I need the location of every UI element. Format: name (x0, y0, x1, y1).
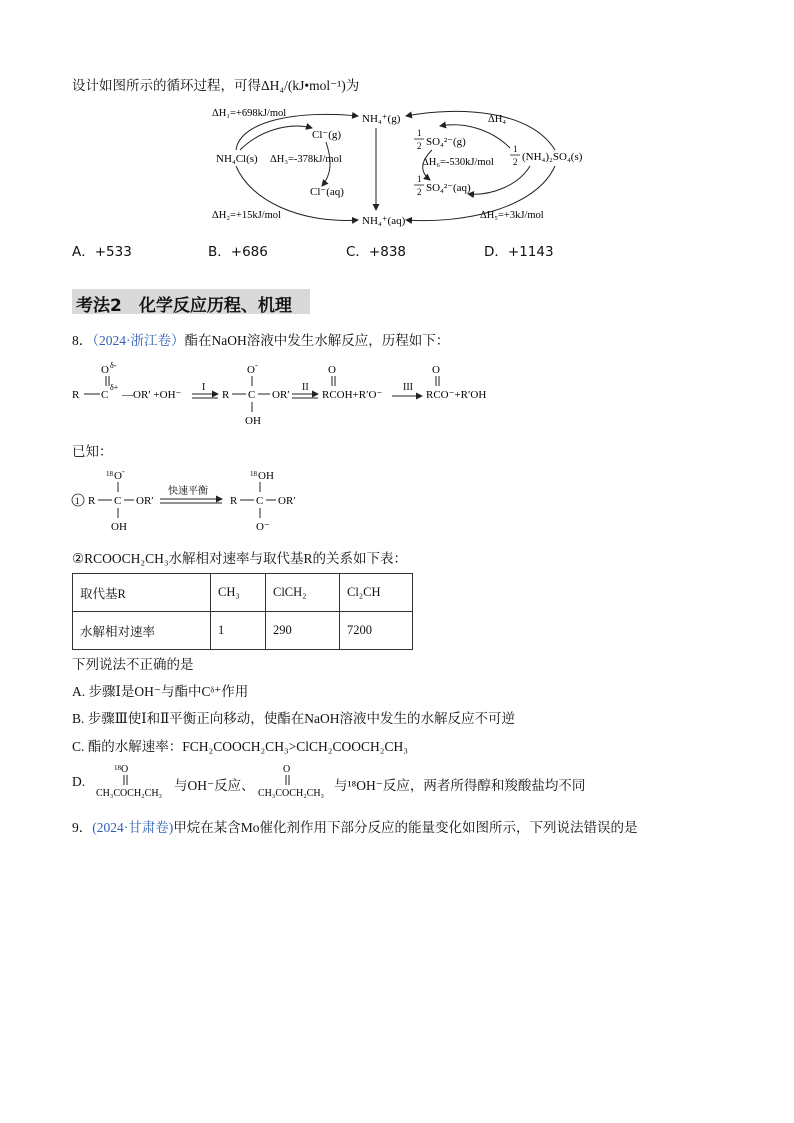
svg-text:18: 18 (250, 470, 257, 478)
fast-equilibrium-label: 快速平衡 (168, 486, 208, 497)
q9-stem (72, 816, 638, 836)
svg-text:18: 18 (106, 470, 113, 478)
svg-text:1: 1 (75, 496, 80, 506)
svg-text:C: C (101, 389, 109, 401)
ester-structure-18o (94, 760, 174, 800)
svg-text:II: II (302, 382, 309, 393)
svg-text:O: O (114, 470, 122, 482)
q8-question: 下列说法不正确的是 (72, 657, 194, 672)
nh4cl-label: NH₄Cl(s) (216, 153, 258, 165)
q8-option-d[interactable] (72, 760, 712, 800)
nh4-aq-label: NH₄⁺(aq) (362, 215, 406, 227)
svg-text:C: C (248, 389, 256, 401)
half-den-1: 2 (417, 141, 422, 151)
q8-option-d-label: D. (72, 774, 86, 789)
svg-text:OH: OH (111, 521, 127, 533)
table-cell: 7200 (340, 612, 413, 650)
dh6-label: ΔH₆=-530kJ/mol (422, 157, 494, 168)
svg-text:R: R (222, 389, 230, 401)
q8-stem (72, 329, 449, 349)
svg-text:III: III (403, 382, 413, 393)
rate-table (72, 573, 413, 650)
svg-text:δ-: δ- (110, 361, 117, 370)
svg-text:R: R (230, 495, 238, 507)
svg-text:-: - (255, 361, 258, 370)
svg-text:O: O (101, 364, 109, 376)
so4-gas-label: SO₄²⁻(g) (426, 136, 466, 148)
q9-stem-text: 甲烷在某含Mo催化剂作用下部分反应的能量变化如图所示，下列说法错误的是 (173, 820, 638, 835)
option-d[interactable]: D．+1143 (484, 244, 554, 260)
table-row (73, 612, 413, 650)
svg-text:δ+: δ+ (110, 383, 119, 392)
fast-equilibrium-scheme (70, 464, 310, 536)
table-cell: 水解相对速率 (73, 612, 211, 650)
q9-number: 9． (72, 820, 93, 835)
q8-option-a[interactable]: A. 步骤Ⅰ是OH⁻与酯中Cᵟ⁺作用 (72, 684, 249, 699)
dh4-label: ΔH₄ (488, 114, 506, 125)
cl-gas-label: Cl⁻(g) (312, 129, 342, 141)
section-title: 考法2 化学反应历程、机理 (76, 296, 292, 316)
svg-text:O⁻: O⁻ (256, 521, 270, 533)
table-row (73, 574, 413, 612)
cl-aq-label: Cl⁻(aq) (310, 186, 344, 198)
dh2-label: ΔH₂=+15kJ/mol (212, 210, 281, 221)
table-cell: 取代基R (73, 574, 211, 612)
so4-aq-label: SO₄²⁻(aq) (426, 182, 471, 194)
svg-text:R: R (88, 495, 96, 507)
svg-text:O: O (247, 364, 255, 376)
svg-text:O: O (121, 764, 129, 775)
q8-number: 8． (72, 333, 93, 348)
dh3-label: ΔH₃=-378kJ/mol (270, 154, 342, 165)
table-cell: 1 (211, 612, 266, 650)
svg-text:R: R (72, 389, 80, 401)
svg-text:O: O (328, 364, 336, 376)
q8-option-d-part2: 与¹⁸OH⁻反应，两者所得醇和羧酸盐均不同 (334, 778, 586, 793)
svg-text:CH₃COCH₂CH₃: CH₃COCH₂CH₃ (96, 788, 163, 799)
dh1-label: ΔH₁=+698kJ/mol (212, 108, 287, 119)
nh42so4-label: (NH₄)₂SO₄(s) (522, 151, 583, 163)
q8-option-b[interactable]: B. 步骤Ⅲ使Ⅰ和Ⅱ平衡正向移动，使酯在NaOH溶液中发生的水解反应不可逆 (72, 711, 516, 726)
mechanism-scheme (70, 358, 510, 430)
svg-text:RCOH+R′O⁻: RCOH+R′O⁻ (322, 389, 383, 401)
q9-source: (2024·甘肃卷) (92, 820, 174, 835)
svg-text:C: C (256, 495, 264, 507)
q8-known-item2: ②RCOOCH₂CH₃水解相对速率与取代基R的关系如下表： (72, 551, 408, 566)
q8-option-d-part1: 与OH⁻反应、 (174, 778, 255, 793)
q8-known: 已知： (72, 444, 113, 459)
table-cell: CH₃ (211, 574, 266, 612)
q8-option-c[interactable]: C. 酯的水解速率：FCH₂COOCH₂CH₃>ClCH₂COOCH₂CH₃ (72, 739, 408, 754)
svg-text:OH: OH (245, 415, 261, 427)
svg-text:OR′: OR′ (278, 495, 296, 507)
half-num-2: 1 (417, 174, 422, 184)
svg-text:C: C (114, 495, 122, 507)
svg-text:I: I (202, 382, 206, 393)
svg-text:—OR′ +OH⁻: —OR′ +OH⁻ (122, 389, 182, 401)
q8-source: （2024·浙江卷） (92, 333, 185, 348)
svg-text:RCO⁻+R′OH: RCO⁻+R′OH (426, 389, 487, 401)
option-a[interactable]: A．+533 (72, 244, 132, 260)
option-b[interactable]: B．+686 (208, 244, 268, 260)
half-num-3: 1 (513, 144, 518, 154)
svg-text:-: - (122, 467, 125, 476)
svg-text:O: O (283, 764, 291, 775)
table-cell: ClCH₂ (266, 574, 340, 612)
nh4-gas-label: NH₄⁺(g) (362, 113, 401, 125)
question-intro: 设计如图所示的循环过程，可得ΔH₄/(kJ•mol⁻¹)为 (72, 78, 360, 93)
option-c[interactable]: C．+838 (346, 244, 407, 260)
svg-text:OR′: OR′ (136, 495, 154, 507)
svg-text:CH₃COCH₂CH₃: CH₃COCH₂CH₃ (258, 788, 325, 799)
ester-structure (256, 760, 336, 800)
half-num-1: 1 (417, 128, 422, 138)
table-cell: Cl₂CH (340, 574, 413, 612)
svg-text:OR′: OR′ (272, 389, 290, 401)
table-cell: 290 (266, 612, 340, 650)
half-den-3: 2 (513, 157, 518, 167)
q8-stem-text: 酯在NaOH溶液中发生水解反应，历程如下： (184, 333, 450, 348)
dh5-label: ΔH₅=+3kJ/mol (480, 210, 544, 221)
thermo-cycle-diagram (200, 100, 600, 235)
svg-text:18: 18 (114, 764, 121, 772)
svg-text:O: O (432, 364, 440, 376)
half-den-2: 2 (417, 187, 422, 197)
svg-text:OH: OH (258, 470, 274, 482)
